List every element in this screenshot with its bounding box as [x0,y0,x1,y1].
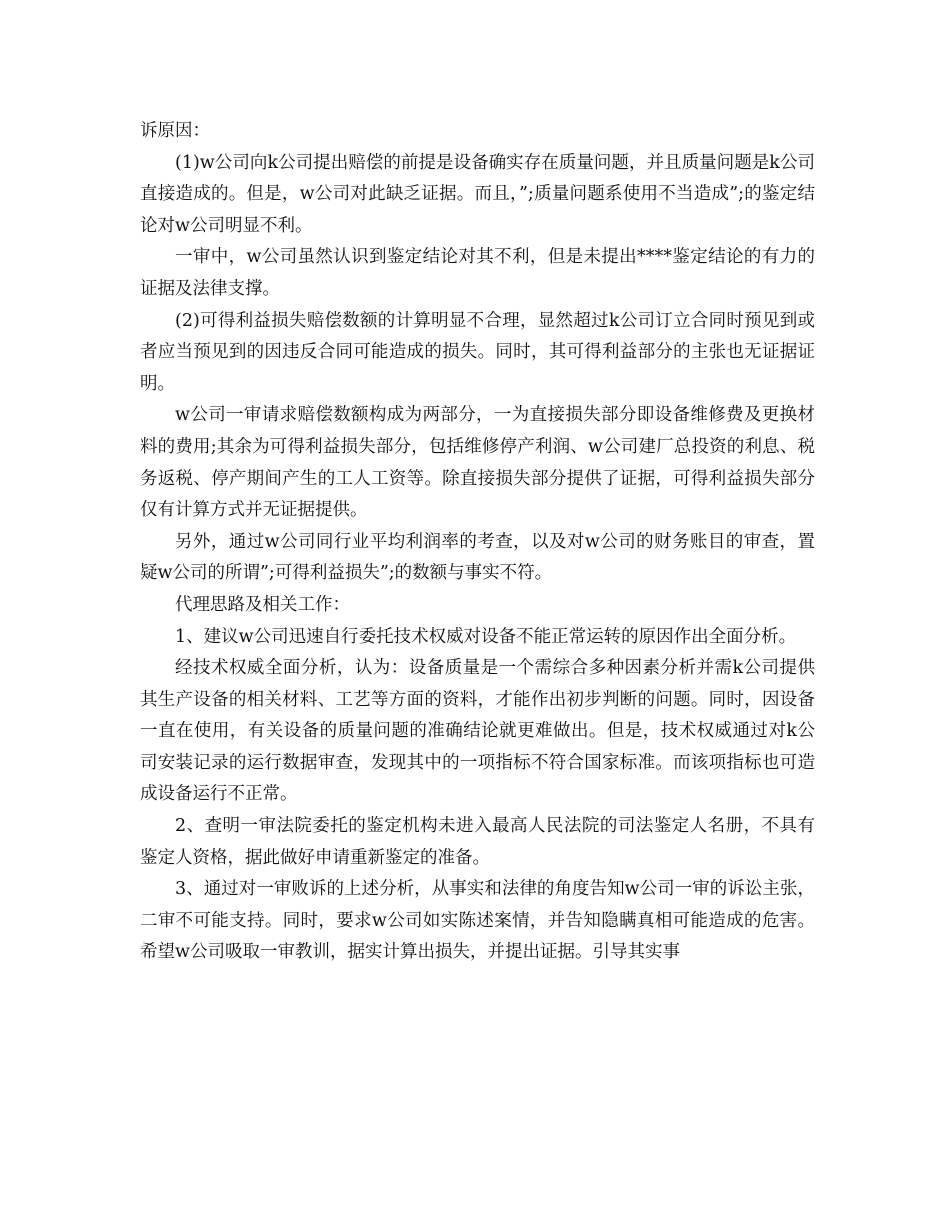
document-body [140,116,815,969]
paragraph-9: 2、查明一审法院委托的鉴定机构未进入最高人民法院的司法鉴定人名册，不具有鉴定人资格，据此做好申请重新鉴定的准备。 [140,816,815,868]
paragraph-4: (2)可得利益损失赔偿数额的计算明显不合理，显然超过k公司订立合同时预见到或者应当预见到的因违反合同可能造成的损失。同时，其可得利益部分的主张也无证据证明。 [140,310,815,394]
paragraph-2: (1)w公司向k公司提出赔偿的前提是设备确实存在质量问题，并且质量问题是k公司直接造成的。但是，w公司对此缺乏证据。而且，”;质量问题系使用不当造成”;的鉴定结论对w公司明显不利。 [140,152,815,236]
paragraph-8: 经技术权威全面分析，认为：设备质量是一个需综合多种因素分析并需k公司提供其生产设备的相关材料、工艺等方面的资料，才能作出初步判断的问题。同时，因设备一直在使用，有关设备的质量问题的准确结论就更难做出。但是，技术权威通过对k公司安装记录的运行数据审查，发现其中的一项指标不符合国家标准。而该项指标也可造成设备运行不正常。 [140,658,815,805]
paragraph-1: 诉原因： [140,121,210,141]
paragraph-7: 1、建议w公司迅速自行委托技术权威对设备不能正常运转的原因作出全面分析。 [175,626,797,647]
paragraph-6: 另外，通过w公司同行业平均利润率的考查，以及对w公司的财务账目的审查，置疑w公司的所谓”;可得利益损失”;的数额与事实不符。 [140,531,815,584]
paragraph-5: w公司一审请求赔偿数额构成为两部分，一为直接损失部分即设备维修费及更换材料的费用;其余为可得利益损失部分，包括维修停产利润、w公司建厂总投资的利息、税务返税、停产期间产生的工人工资等。除直接损失部分提供了证据，可得利益损失部分仅有计算方式并无证据提供。 [140,405,815,521]
paragraph-10: 3、通过对一审败诉的上述分析，从事实和法律的角度告知w公司一审的诉讼主张，二审不可能支持。同时，要求w公司如实陈述案情，并告知隐瞒真相可能造成的危害。希望w公司吸取一审教训，据实计算出损失，并提出证据。引导其实事 [140,879,815,963]
paragraph-3: 一审中，w公司虽然认识到鉴定结论对其不利，但是未提出****鉴定结论的有力的证据及法律支撑。 [140,247,815,299]
section-heading: 代理思路及相关工作： [175,594,350,615]
